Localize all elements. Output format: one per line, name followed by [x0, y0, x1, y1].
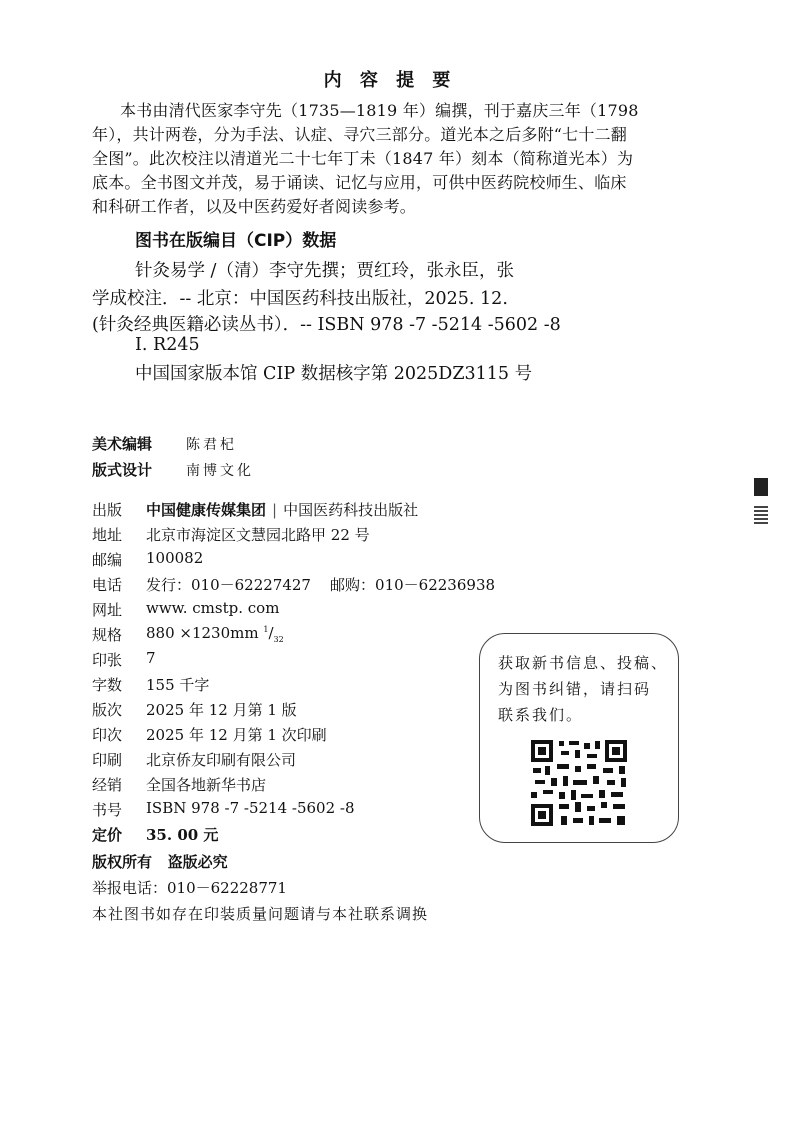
format-size: 880 ×1230mm	[146, 624, 259, 642]
qr-code-icon[interactable]	[529, 738, 629, 828]
copyright-notice: 版权所有 盗版必究	[92, 853, 228, 871]
credit-label: 版式设计	[92, 461, 153, 479]
info-label: 出版	[92, 501, 123, 519]
postcode-value: 100082	[146, 549, 204, 567]
info-label: 规格	[92, 626, 123, 644]
info-label: 版次	[92, 701, 123, 719]
format-value	[146, 624, 284, 644]
summary-line: 年），共计两卷，分为手法、认症、寻穴三部分。道光本之后多附“七十二翻	[92, 125, 627, 144]
summary-line: 和科研工作者，以及中医药爱好者阅读参考。	[92, 197, 417, 216]
info-label: 定价	[92, 826, 123, 844]
info-label: 网址	[92, 601, 123, 619]
info-label: 印次	[92, 726, 123, 744]
address-value: 北京市海淀区文慧园北路甲 22 号	[146, 526, 370, 544]
publisher-name: 中国医药科技出版社	[283, 501, 419, 519]
printer-value: 北京侨友印刷有限公司	[146, 751, 297, 769]
summary-line: 本书由清代医家李守先（1735—1819 年）编撰，刊于嘉庆三年（1798	[120, 101, 639, 120]
website-link: www. cmstp. com	[146, 599, 280, 617]
info-label: 电话	[92, 576, 123, 594]
edition-value: 2025 年 12 月第 1 版	[146, 701, 297, 719]
cip-line: 针灸易学 /（清）李守先撰；贾红玲，张永臣，张	[135, 261, 514, 281]
qr-text-line: 获取新书信息、投稿、	[498, 654, 669, 672]
words-value: 155 千字	[146, 676, 210, 694]
distributor-value: 全国各地新华书店	[146, 776, 267, 794]
qr-contact-box	[479, 633, 679, 843]
format-numerator: 1	[263, 625, 269, 634]
phone-value: 发行：010－62227427 邮购：010－62236938	[146, 576, 496, 594]
cip-classification: Ⅰ. R245	[135, 335, 200, 355]
edge-barcode-icon	[754, 506, 768, 526]
summary-title: 内 容 提 要	[323, 70, 457, 91]
edge-mark-icon	[754, 478, 768, 496]
info-label: 经销	[92, 776, 123, 794]
isbn-value: ISBN 978 -7 -5214 -5602 -8	[146, 799, 355, 817]
publisher-divider: |	[272, 501, 278, 519]
sheets-value: 7	[146, 649, 156, 667]
credit-value: 陈君杞	[186, 437, 237, 453]
qr-text-line: 联系我们。	[498, 706, 584, 724]
printing-value: 2025 年 12 月第 1 次印刷	[146, 726, 327, 744]
price-value: 35. 00 元	[146, 826, 219, 844]
info-label: 印刷	[92, 751, 123, 769]
info-label: 印张	[92, 651, 123, 669]
cip-verification: 中国国家版本馆 CIP 数据核字第 2025DZ3115 号	[135, 364, 533, 384]
credit-value: 南博文化	[186, 463, 254, 479]
info-label: 邮编	[92, 551, 123, 569]
info-label: 地址	[92, 526, 123, 544]
info-label: 字数	[92, 676, 123, 694]
qr-text-line: 为图书纠错，请扫码	[498, 680, 652, 698]
summary-line: 全图”。此次校注以清道光二十七年丁未（1847 年）刻本（简称道光本）为	[92, 149, 634, 168]
cip-line: (针灸经典医籍必读丛书）．-- ISBN 978 -7 -5214 -5602 -8	[92, 315, 561, 335]
credit-label: 美术编辑	[92, 435, 153, 453]
cip-title: 图书在版编目（CIP）数据	[135, 231, 337, 251]
format-denominator: 32	[273, 635, 284, 644]
cip-line: 学成校注．-- 北京：中国医药科技出版社，2025. 12.	[92, 289, 508, 309]
quality-notice: 本社图书如存在印装质量问题请与本社联系调换	[92, 905, 429, 923]
info-label: 书号	[92, 801, 123, 819]
format-slash: /	[268, 624, 274, 642]
report-phone: 举报电话：010－62228771	[92, 879, 287, 897]
summary-line: 底本。全书图文并茂，易于诵读、记忆与应用，可供中医药院校师生、临床	[92, 173, 627, 192]
publisher-group: 中国健康传媒集团	[146, 501, 267, 519]
publisher-value	[146, 499, 418, 520]
